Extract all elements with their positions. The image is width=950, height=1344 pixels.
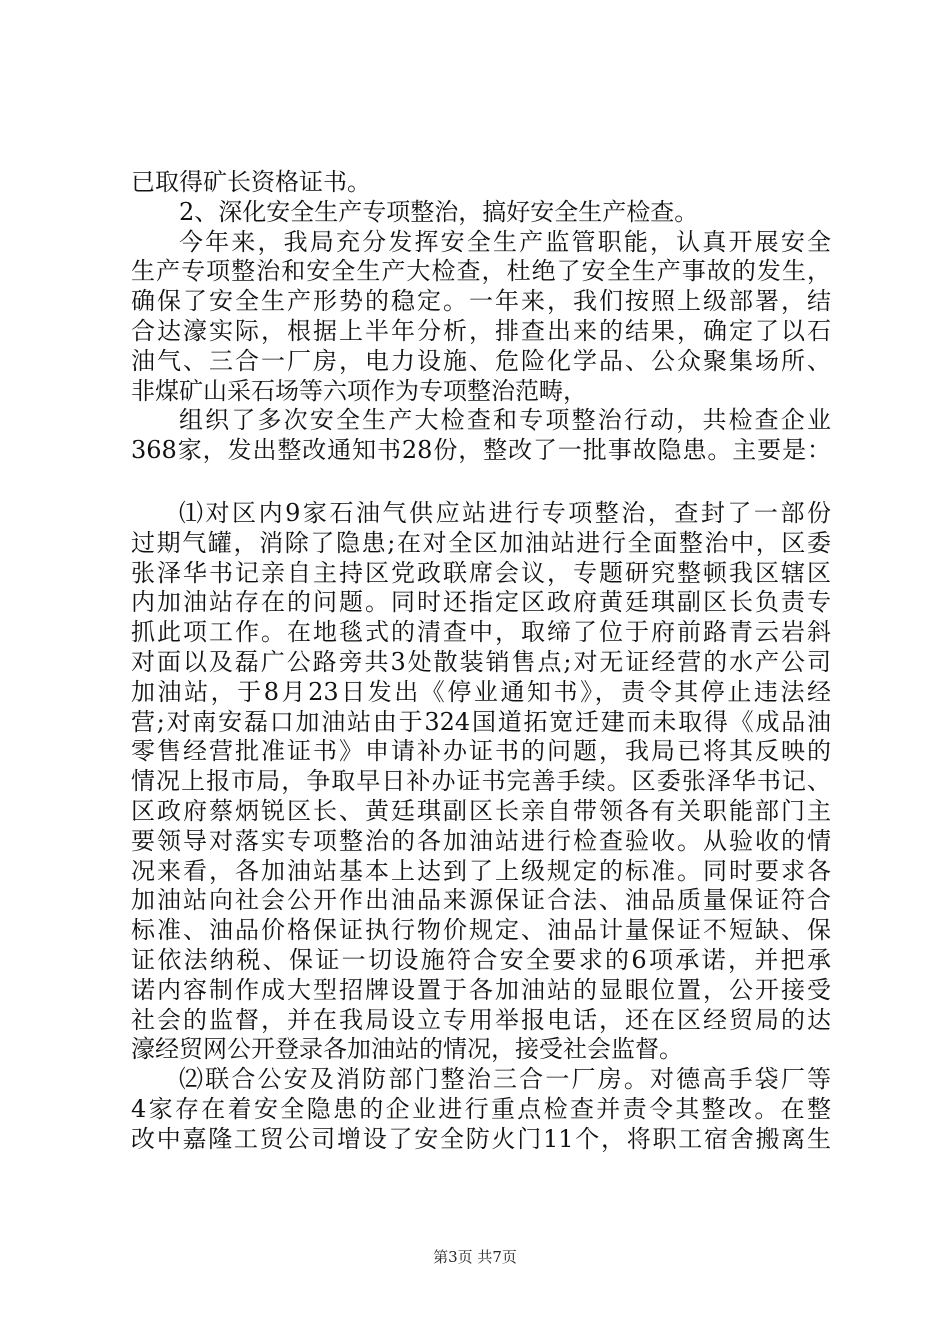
text-line: 确保了安全生产形势的稳定。一年来，我们按照上级部署，结 — [131, 287, 831, 316]
text-line: 标准、油品价格保证执行物价规定、油品计量保证不短缺、保 — [131, 916, 831, 945]
text-line: 濠经贸网公开登录各加油站的情况，接受社会监督。 — [131, 1035, 683, 1064]
text-line: 零售经营批准证书》申请补办证书的问题，我局已将其反映的 — [131, 737, 831, 766]
text-line: 对面以及磊广公路旁共3处散装销售点;对无证经营的水产公司 — [131, 647, 831, 676]
page-number: 第3页 共7页 — [433, 1248, 517, 1266]
paragraph-gap — [131, 466, 831, 499]
text-line: 生产专项整治和安全生产大检查，杜绝了安全生产事故的发生， — [131, 257, 831, 286]
section-heading: 2、深化安全生产专项整治，搞好安全生产检查。 — [179, 197, 699, 226]
text-line: 改中嘉隆工贸公司增设了安全防火门11个，将职工宿舍搬离生 — [131, 1124, 831, 1153]
text-line: 过期气罐，消除了隐患;在对全区加油站进行全面整治中，区委 — [131, 528, 831, 557]
text-line: 组织了多次安全生产大检查和专项整治行动，共检查企业 — [179, 406, 831, 435]
text-line: 社会的监督，并在我局设立专用举报电话，还在区经贸局的达 — [131, 1005, 831, 1034]
text-line: 368家，发出整改通知书28份，整改了一批事故隐患。主要是： — [131, 436, 831, 465]
text-line: 油气、三合一厂房，电力设施、危险化学品、公众聚集场所、 — [131, 346, 831, 375]
text-line: 今年来，我局充分发挥安全生产监管职能，认真开展安全 — [179, 227, 831, 256]
text-line: 营;对南安磊口加油站由于324国道拓宽迁建而未取得《成品油 — [131, 707, 831, 736]
text-line: 4家存在着安全隐患的企业进行重点检查并责令其整改。在整 — [131, 1094, 831, 1123]
text-line: ⑵联合公安及消防部门整治三合一厂房。对德高手袋厂等 — [179, 1065, 831, 1094]
text-line: 况来看，各加油站基本上达到了上级规定的标准。同时要求各 — [131, 856, 831, 885]
text-line: 要领导对落实专项整治的各加油站进行检查验收。从验收的情 — [131, 826, 831, 855]
text-line: 加油站，于8月23日发出《停业通知书》，责令其停止违法经 — [131, 677, 831, 706]
text-line: 非煤矿山采石场等六项作为专项整治范畴， — [131, 376, 587, 405]
document-body — [131, 168, 831, 1155]
text-line: ⑴对区内9家石油气供应站进行专项整治，查封了一部份 — [179, 498, 831, 527]
text-line: 区政府蔡炳锐区长、黄廷琪副区长亲自带领各有关职能部门主 — [131, 796, 831, 825]
text-line: 合达濠实际，根据上半年分析，排查出来的结果，确定了以石 — [131, 316, 831, 345]
text-line: 抓此项工作。在地毯式的清查中，取缔了位于府前路青云岩斜 — [131, 618, 831, 647]
text-line: 情况上报市局，争取早日补办证书完善手续。区委张泽华书记、 — [131, 767, 831, 796]
text-line: 已取得矿长资格证书。 — [131, 168, 371, 196]
text-line: 内加油站存在的问题。同时还指定区政府黄廷琪副区长负责专 — [131, 588, 831, 617]
text-line: 加油站向社会公开作出油品来源保证合法、油品质量保证符合 — [131, 886, 831, 915]
text-line: 证依法纳税、保证一切设施符合安全要求的6项承诺，并把承 — [131, 945, 831, 974]
text-line: 诺内容制作成大型招牌设置于各加油站的显眼位置，公开接受 — [131, 975, 831, 1004]
text-line: 张泽华书记亲自主持区党政联席会议，专题研究整顿我区辖区 — [131, 558, 831, 587]
